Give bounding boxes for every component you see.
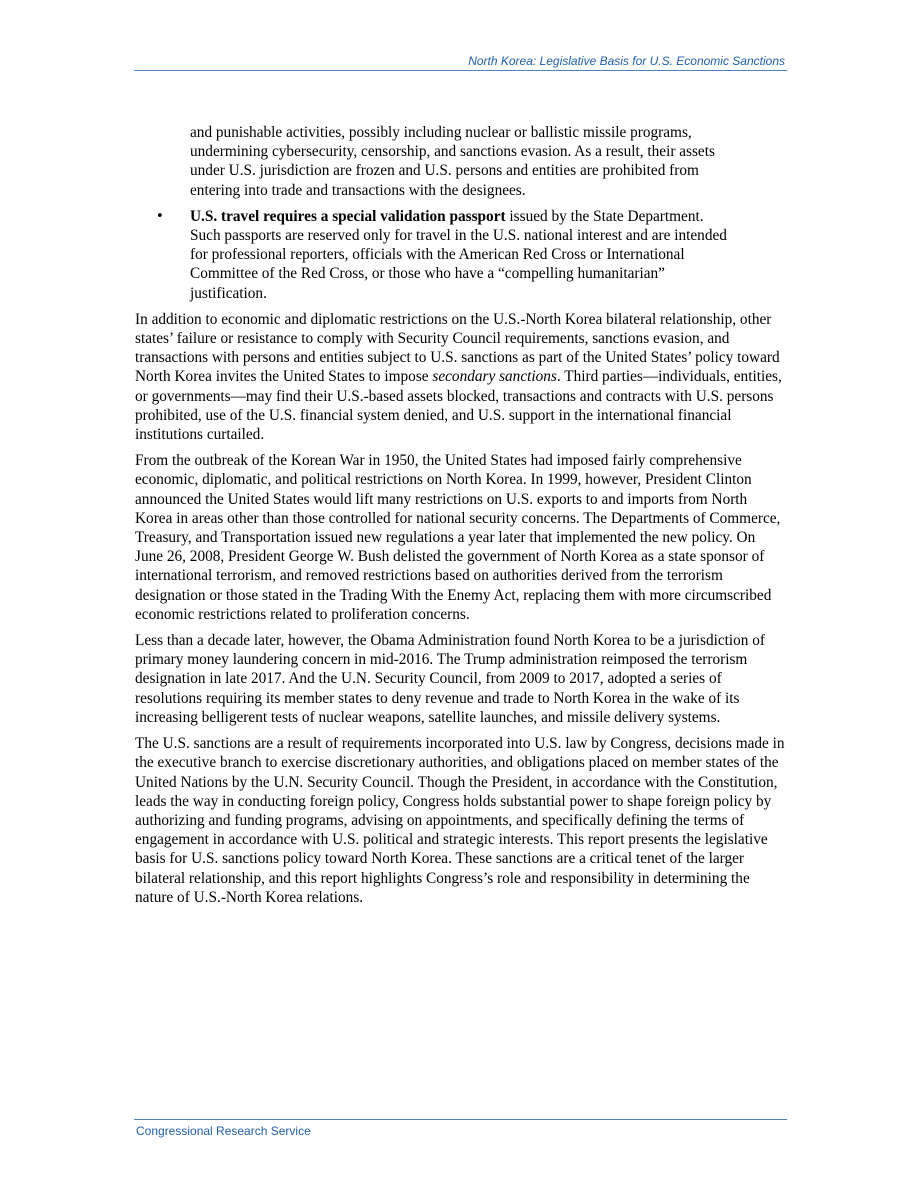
running-header (134, 54, 787, 71)
italic-term: secondary sanctions (432, 368, 557, 386)
document-body (135, 123, 787, 907)
bullet-body-text: issued by the State Department. Such passports are reserved only for travel in the U.S. national interest and are intended for professional reporters, officials with the American Red Cross or International Committee of the Red Cross, or those who have a “compelling humanitarian” justification. (190, 207, 727, 302)
bullet-marker-icon: • (156, 208, 164, 224)
paragraph-text: . Third parties—individuals, entities, or governments—may find their U.S.-based assets blocked, transactions and contracts with U.S. persons prohibited, use of the U.S. financial system denied, and U.S. support in the international financial institutions curtailed. (135, 368, 782, 444)
paragraph-recent-actions: Less than a decade later, however, the Obama Administration found North Korea to be a jurisdiction of primary money laundering concern in mid-2016. The Trump administration reimposed the terrorism designation in late 2017. And the U.N. Security Council, from 2009 to 2017, adopted a series of resolutions requiring its member states to deny revenue and trade to North Korea in the wake of its increasing belligerent tests of nuclear weapons, satellite launches, and missile delivery systems. (135, 632, 766, 726)
paragraph-legislative-basis: The U.S. sanctions are a result of requirements incorporated into U.S. law by Congress, decisions made in the executive branch to exercise discretionary authorities, and obligations placed on member states of the United Nations by the U.N. Security Council. Though the President, in accordance with the Constitution, leads the way in conducting foreign policy, Congress holds substantial power to shape foreign policy by authorizing and funding programs, advising on appointments, and specifically defining the terms of engagement in accordance with U.S. political and strategic interests. This report presents the legislative basis for U.S. sanctions policy toward North Korea. These sanctions are a critical tenet of the larger bilateral relationship, and this report highlights Congress’s role and responsibility in determining the nature of U.S.-North Korea relations. (135, 735, 785, 906)
running-footer (134, 1119, 787, 1138)
header-title: North Korea: Legislative Basis for U.S. Economic Sanctions (468, 54, 785, 68)
bullet-item-travel (156, 207, 735, 303)
paragraph-text: In addition to economic and diplomatic restrictions on the U.S.-North Korea bilateral relationship, other states’ failure or resistance to comply with Security Council requirements, sanctions evasion, and transactions with persons and entities subject to U.S. sanctions as part of the United States’ policy toward North Korea invites the United States to impose (135, 310, 780, 386)
paragraph-secondary-sanctions (135, 310, 787, 444)
bullet-bold-heading: U.S. travel requires a special validation passport (190, 207, 506, 225)
paragraph-history: From the outbreak of the Korean War in 1950, the United States had imposed fairly comprehensive economic, diplomatic, and political restrictions on North Korea. In 1999, however, President Clinton announced the United States would lift many restrictions on U.S. exports to and imports from North Korea in areas other than those controlled for national security concerns. The Departments of Commerce, Treasury, and Transportation issued new regulations a year later that implemented the new policy. On June 26, 2008, President George W. Bush delisted the government of North Korea as a state sponsor of international terrorism, and removed restrictions based on authorities derived from the terrorism designation or those stated in the Trading With the Enemy Act, replacing them with more circumscribed economic restrictions related to proliferation concerns. (135, 452, 781, 623)
bullet-continuation-text: and punishable activities, possibly including nuclear or ballistic missile programs, undermining cybersecurity, censorship, and sanctions evasion. As a result, their assets under U.S. jurisdiction are frozen and U.S. persons and entities are prohibited from entering into trade and transactions with the designees. (190, 124, 715, 199)
footer-text: Congressional Research Service (136, 1124, 311, 1138)
